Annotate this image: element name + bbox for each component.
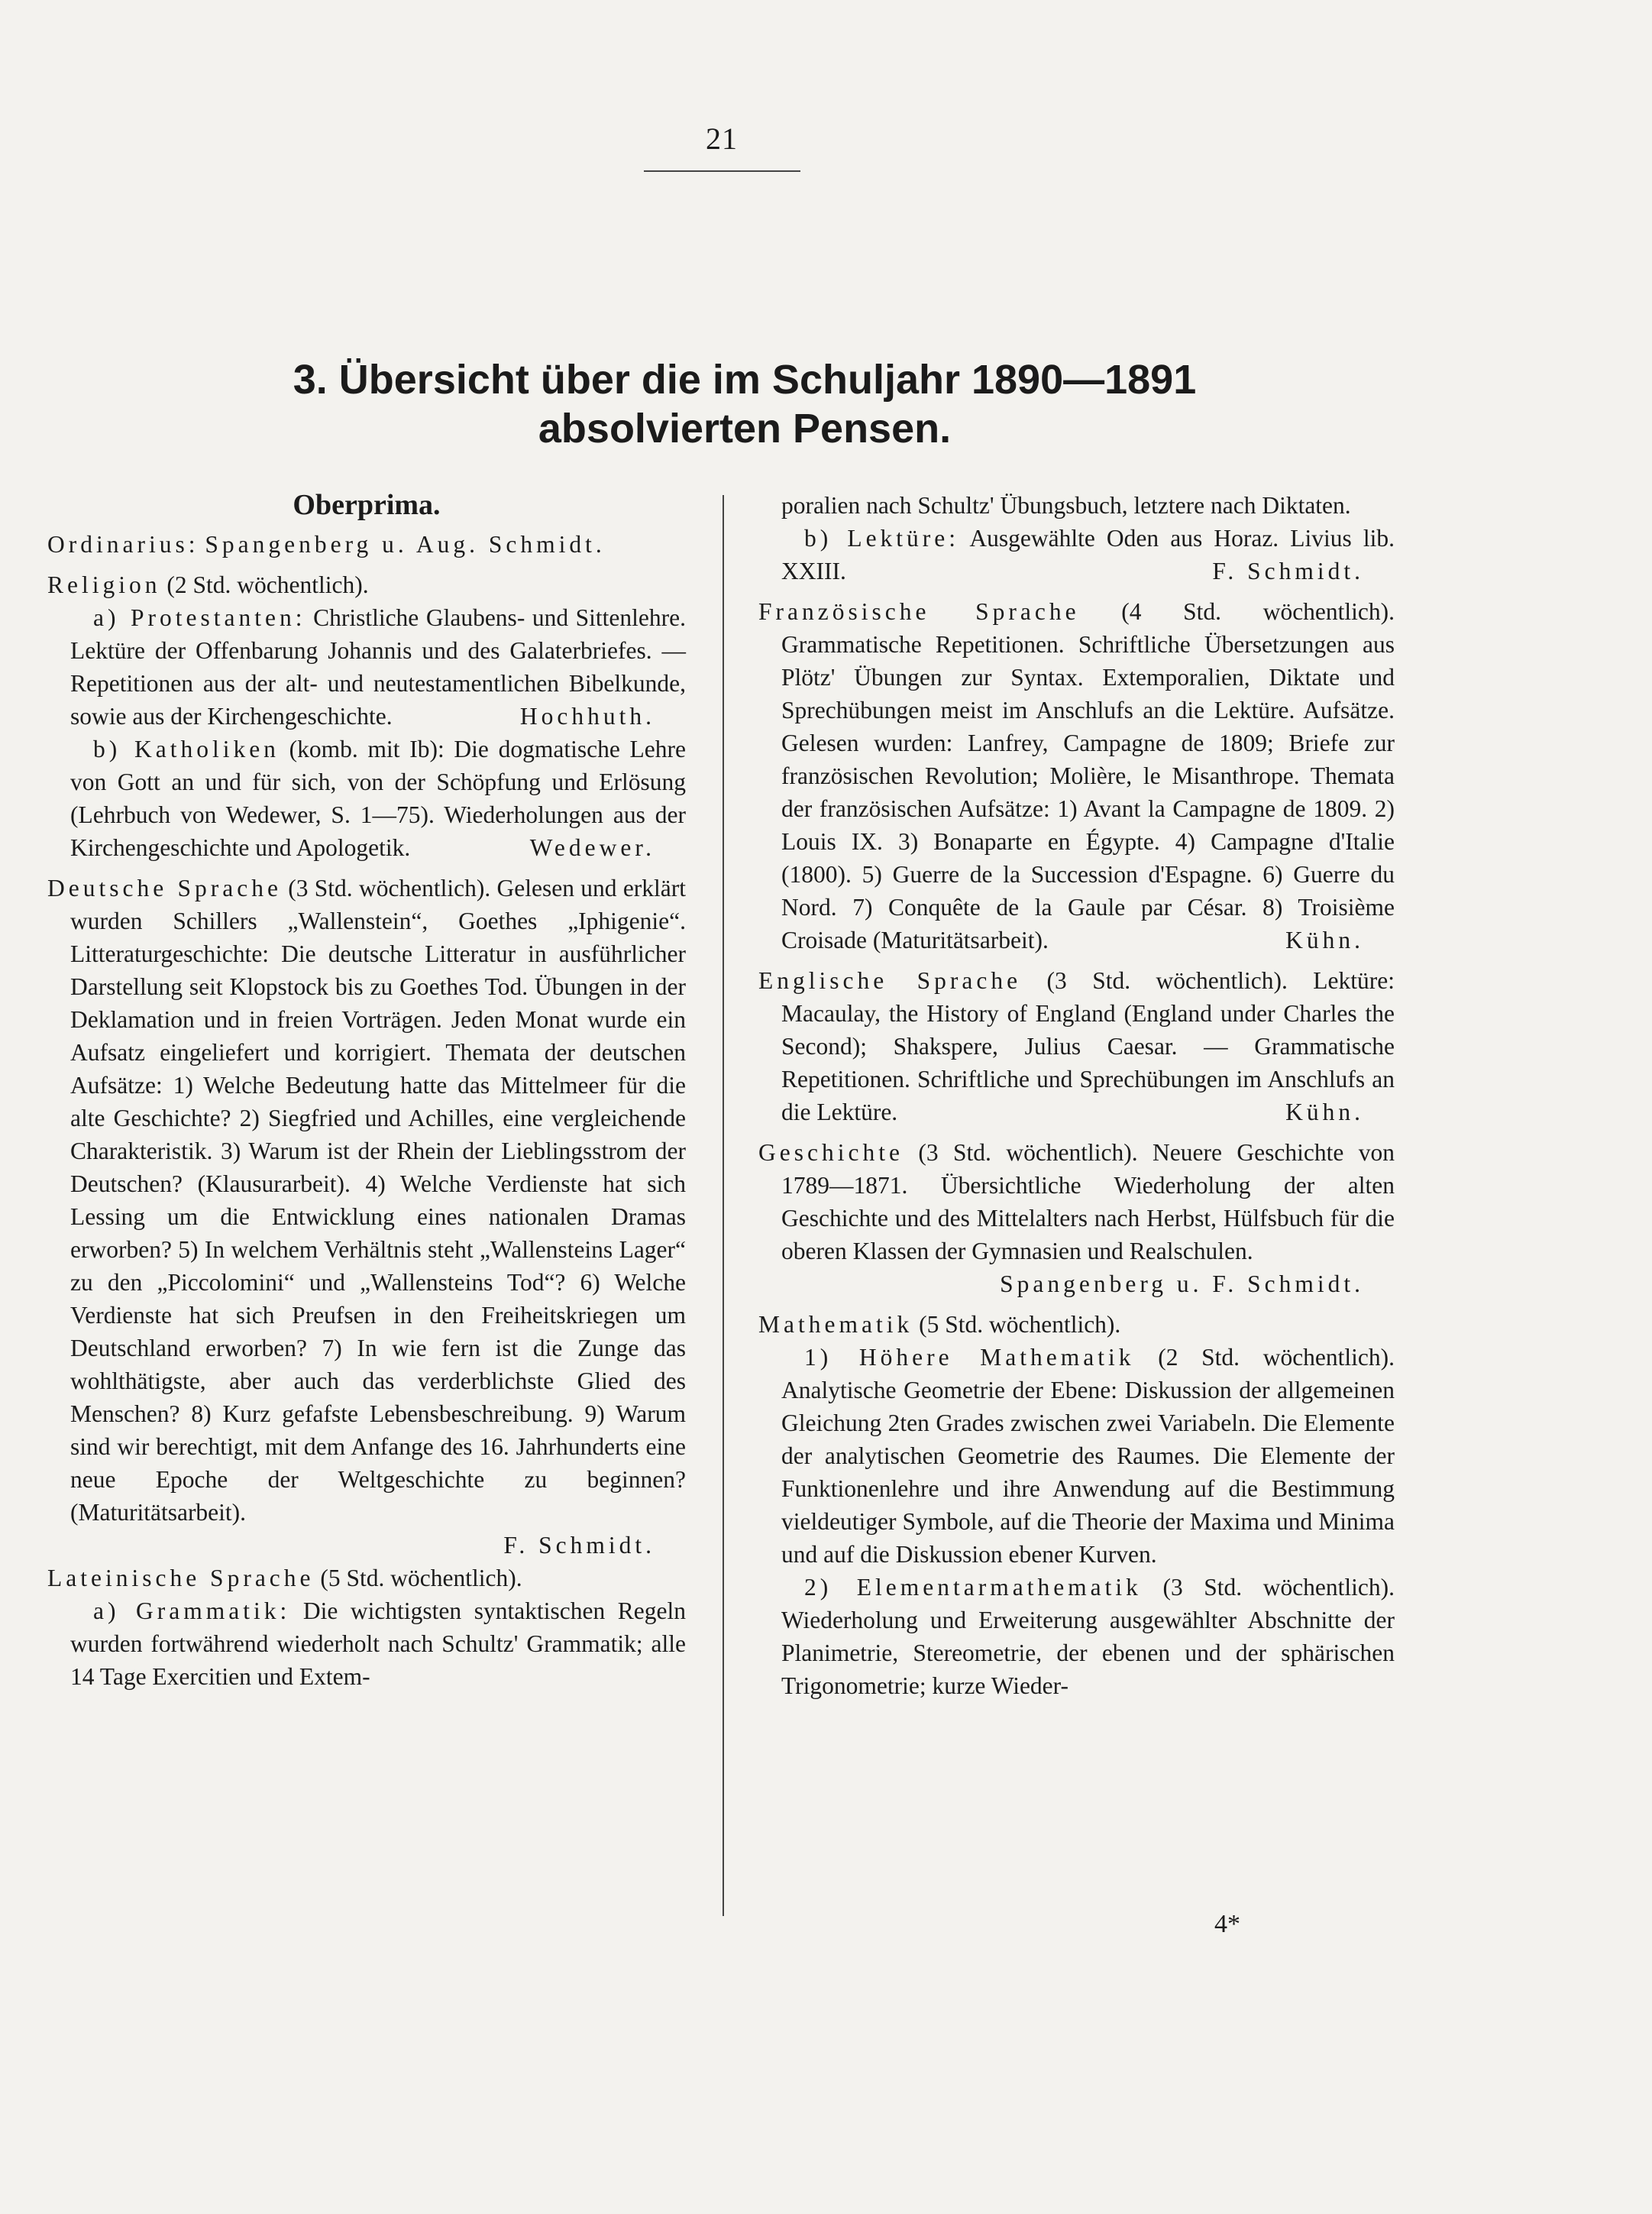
higher-math-text: (2 Std. wöchentlich). Analytische Geometrie der Ebene: Diskussion der allgemeinen Gleichung 2ten Grades zwischen zwei Variabeln. Die Elemente der analytischen Geometrie des Raumes. Die Elemente der Funktionenlehre und ihre Anwendung auf die Bestimmung vieldeutiger Symbole, auf die Theorie der Maxima und Minima und auf die Diskussion ebener Kurven. — [781, 1344, 1395, 1568]
history-signature: Spangenberg u. F. Schmidt. — [1000, 1270, 1364, 1297]
catholic-text: (komb. mit Ib): Die dogmatische Lehre von Gott an und für sich, von der Schöpfung und Erlösung (Lehrbuch von Wedewer, S. 1—75). Wiederholungen aus der Kirchengeschichte und Apologetik. — [70, 736, 686, 861]
english-label: Englische Sprache — [758, 967, 1022, 994]
ordinarius-value: Spangenberg u. Aug. Schmidt. — [205, 531, 606, 558]
page-number: 21 — [706, 121, 738, 156]
latin-grammar-paragraph — [47, 1594, 686, 1693]
ordinarius-label: Ordinarius: — [47, 531, 199, 558]
grammar-text: Die wichtigsten syntaktischen Regeln wurden fortwährend wiederholt nach Schultz' Grammatik; alle 14 Tage Exercitien und Extem- — [70, 1597, 687, 1690]
german-signature: F. Schmidt. — [503, 1532, 655, 1559]
protestant-label: a) Protestanten: — [93, 604, 306, 631]
elementary-math-label: 2) Elementarmathematik — [804, 1574, 1142, 1601]
protestant-text: Christliche Glaubens- und Sittenlehre. Lektüre der Offenbarung Johannis und des Galaterbriefes. — Repetitionen aus der alt- und neutestamentlichen Bibelkunde, sowie aus der Kirchengeschichte. — [70, 604, 686, 730]
german-paragraph — [47, 872, 686, 1529]
french-paragraph — [758, 595, 1395, 956]
signature-mark: 4* — [1214, 1910, 1240, 1938]
protestant-signature: Hochhuth. — [519, 703, 655, 730]
english-signature: Kühn. — [1285, 1099, 1364, 1125]
reading-signature: F. Schmidt. — [1212, 558, 1364, 584]
page-title — [153, 355, 1337, 453]
ordinarius-line — [47, 528, 686, 561]
math-hours: (5 Std. wöchentlich). — [919, 1311, 1121, 1338]
german-label: Deutsche Sprache — [47, 875, 282, 901]
religion-hours: (2 Std. wöchentlich). — [166, 571, 369, 598]
section-heading: Oberprima. — [293, 489, 441, 521]
catholic-label: b) Katholiken — [93, 736, 280, 762]
math-label: Mathematik — [758, 1311, 913, 1338]
english-paragraph — [758, 964, 1395, 1128]
left-column — [47, 489, 686, 1693]
latin-label: Lateinische Sprache — [47, 1565, 315, 1591]
higher-math-label: 1) Höhere Mathematik — [804, 1344, 1135, 1371]
german-text: (3 Std. wöchentlich). Gelesen und erklärt wurden Schillers „Wallenstein“, Goethes „Iphigenie“. Litteraturgeschichte: Die deutsche Litteratur in ausführlicher Darstellung seit Klopstock bis zu Goethes Tod. Übungen in der Deklamation und in freien Vorträgen. Jeden Monat wurde ein Aufsatz eingeliefert und korrigiert. Themata der deutschen Aufsätze: 1) Welche Bedeutung hatte das Mittelmeer für die alte Geschichte? 2) Siegfried und Achilles, eine vergleichende Charakteristik. 3) Warum ist der Rhein der Lieblingsstrom der Deutschen? (Klausurarbeit). 4) Welche Verdienste hat sich Lessing um die Entwicklung eines nationalen Dramas erworben? 5) In welchem Verhältnis steht „Wallensteins Lager“ zu den „Piccolomini“ und „Wallensteins Tod“? 6) Welche Verdienste hat sich Preufsen in den Freiheitskriegen um Deutschland erworben? 7) In wie fern ist die Zunge das wohlthätigste, aber auch das verderblichste Glied des Menschen? 8) Kurz gefafste Lebensbeschreibung. 9) Warum sind wir berechtigt, mit dem Anfange des 16. Jahrhunderts eine neue Epoche der Weltgeschichte zu beginnen? (Maturitätsarbeit). — [70, 875, 687, 1526]
religion-label: Religion — [47, 571, 161, 598]
latin-hours: (5 Std. wöchentlich). — [320, 1565, 522, 1591]
french-text: (4 Std. wöchentlich). Grammatische Repetitionen. Schriftliche Übersetzungen aus Plötz' Übungen zur Syntax. Extemporalien, Diktate und Sprechübungen meist im Anschlufs an die Lektüre. Aufsätze. Gelesen wurden: Lanfrey, Campagne de 1809; Briefe zur französischen Revolution; Molière, le Misanthrope. Themata der französischen Aufsätze: 1) Avant la Campagne de 1809. 2) Louis IX. 3) Bonaparte en Égypte. 4) Campagne d'Italie (1800). 5) Guerre de la Succession d'Espagne. 6) Guerre du Nord. 7) Conquête de la Gaule par César. 8) Troisième Croisade (Maturitätsarbeit). — [781, 598, 1395, 953]
french-label: Französische Sprache — [758, 598, 1080, 625]
english-text: (3 Std. wöchentlich). Lektüre: Macaulay, the History of England (England under Charles the Second); Shakspere, Julius Caesar. — Grammatische Repetitionen. Schriftliche und Sprechübungen im Anschlufs an die Lektüre. — [781, 967, 1395, 1125]
history-label: Geschichte — [758, 1139, 904, 1166]
page-number-rule — [644, 170, 800, 172]
catholic-paragraph — [47, 733, 686, 864]
protestant-paragraph — [47, 601, 686, 733]
title-line-1: 3. Übersicht über die im Schuljahr 1890—1891 — [293, 357, 1197, 403]
latin-continuation: poralien nach Schultz' Übungsbuch, letztere nach Diktaten. — [781, 492, 1351, 519]
column-divider — [723, 495, 724, 1916]
history-paragraph — [758, 1136, 1395, 1267]
elementary-math-text: (3 Std. wöchentlich). Wiederholung und Erweiterung ausgewählter Abschnitte der Planimetrie, Stereometrie, der ebenen und der sphärischen Trigonometrie; kurze Wieder- — [781, 1574, 1395, 1699]
latin-heading — [47, 1562, 686, 1594]
elementary-math-paragraph — [758, 1571, 1395, 1702]
latin-reading-paragraph — [758, 522, 1395, 587]
reading-text: Ausgewählte Oden aus Horaz. Livius lib. XXIII. — [781, 525, 1395, 584]
math-heading — [758, 1308, 1395, 1341]
right-column — [758, 489, 1395, 1702]
catholic-signature: Wedewer. — [529, 834, 655, 861]
grammar-label: a) Grammatik: — [93, 1597, 291, 1624]
reading-label: b) Lektüre: — [804, 525, 960, 552]
french-signature: Kühn. — [1285, 927, 1364, 953]
title-line-2: absolvierten Pensen. — [538, 406, 952, 452]
religion-heading — [47, 568, 686, 601]
history-text: (3 Std. wöchentlich). Neuere Geschichte von 1789—1871. Übersichtliche Wiederholung der alten Geschichte und des Mittelalters nach Herbst, Hülfsbuch für die oberen Klassen der Gymnasien und Realschulen. — [781, 1139, 1395, 1264]
higher-math-paragraph — [758, 1341, 1395, 1571]
